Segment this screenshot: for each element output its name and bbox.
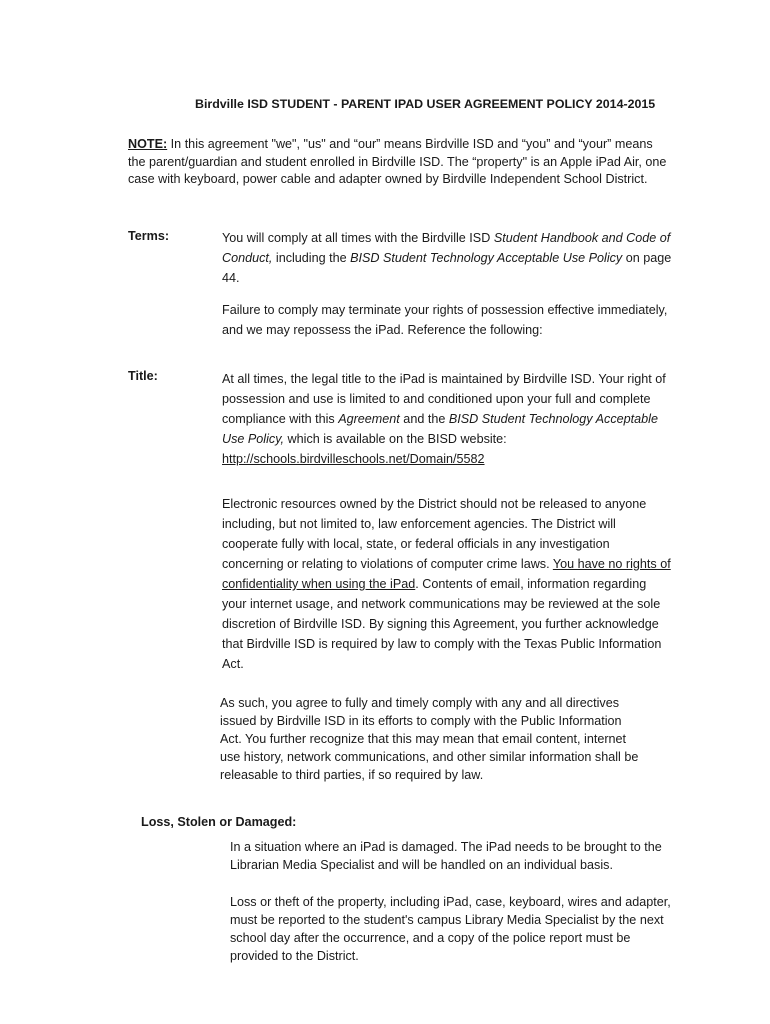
document-title: Birdville ISD STUDENT - PARENT IPAD USER AGREEMENT POLICY 2014-2015 (195, 97, 656, 111)
terms-section (222, 228, 672, 288)
terms-label: Terms: (128, 229, 170, 243)
terms-paragraph-2-wrap (222, 300, 672, 340)
note-text: In this agreement "we", "us" and “our” means Birdville ISD and “you” and “your” means the parent/guardian and student enrolled in Birdville ISD. The “property" is an Apple iPad Air, one case with keyboard, power cable and adapter owned by Birdville Independent School District. (128, 137, 667, 186)
title-paragraph-2-wrap (222, 494, 672, 674)
terms-text-a: You will comply at all times with the Birdville ISD (222, 231, 494, 245)
title-paragraph-3-wrap (220, 694, 640, 784)
loss-paragraph-1: In a situation where an iPad is damaged. The iPad needs to be brought to the Librarian Media Specialist and will be handled on an individual basis. (230, 840, 662, 872)
title-text-b: Agreement (338, 412, 400, 426)
bisd-website-link[interactable]: http://schools.birdvilleschools.net/Domain/5582 (222, 452, 485, 466)
title-p2-text-a: Electronic resources owned by the District should not be released to anyone including, but not limited to, law enforcement agencies. The District will cooperate fully with local, state, or federal officials in any investigation concerning or relating to violations of computer crime laws. (222, 497, 647, 571)
loss-label: Loss, Stolen or Damaged: (141, 815, 297, 829)
terms-text-e: on page 44. (222, 251, 672, 285)
loss-paragraph-2-wrap (230, 893, 675, 965)
note-label: NOTE: (128, 137, 168, 151)
no-confidentiality-text: You have no rights of confidentiality when using the iPad (222, 557, 671, 591)
note-paragraph (128, 136, 673, 189)
title-label: Title: (128, 369, 158, 383)
title-section (222, 369, 672, 469)
terms-paragraph-1 (222, 228, 672, 288)
terms-text-b: Student Handbook and Code of Conduct, (222, 231, 671, 265)
terms-text-c: including the (272, 251, 351, 265)
title-paragraph-1 (222, 369, 672, 469)
title-text-a: At all times, the legal title to the iPad is maintained by Birdville ISD. Your right of possession and use is limited to and conditioned upon your full and complete compliance with this (222, 372, 666, 426)
title-text-e: which is available on the BISD website: (284, 432, 507, 446)
title-text-c: and the (399, 412, 449, 426)
loss-paragraph-1-wrap (230, 838, 675, 874)
title-paragraph-3: As such, you agree to fully and timely comply with any and all directives issued by Birdville ISD in its efforts to comply with the Public Information Act. You further recognize that this may mean that email content, internet use history, network communications, and other similar information shall be releasable to third parties, if so required by law. (220, 696, 639, 782)
terms-text-d: BISD Student Technology Acceptable Use Policy (350, 251, 623, 265)
title-text-d: BISD Student Technology Acceptable Use Policy, (222, 412, 658, 446)
title-paragraph-2 (222, 494, 672, 674)
terms-paragraph-2: Failure to comply may terminate your rights of possession effective immediately, and we may repossess the iPad. Reference the following: (222, 303, 668, 337)
title-p2-text-b: . Contents of email, information regarding your internet usage, and network communications may be reviewed at the sole discretion of Birdville ISD. By signing this Agreement, you further acknowledge that Birdville ISD is required by law to comply with the Texas Public Information Act. (222, 577, 662, 671)
loss-paragraph-2: Loss or theft of the property, including iPad, case, keyboard, wires and adapter, must be reported to the student's campus Library Media Specialist by the next school day after the occurrence, and a copy of the police report must be provided to the District. (230, 895, 671, 963)
